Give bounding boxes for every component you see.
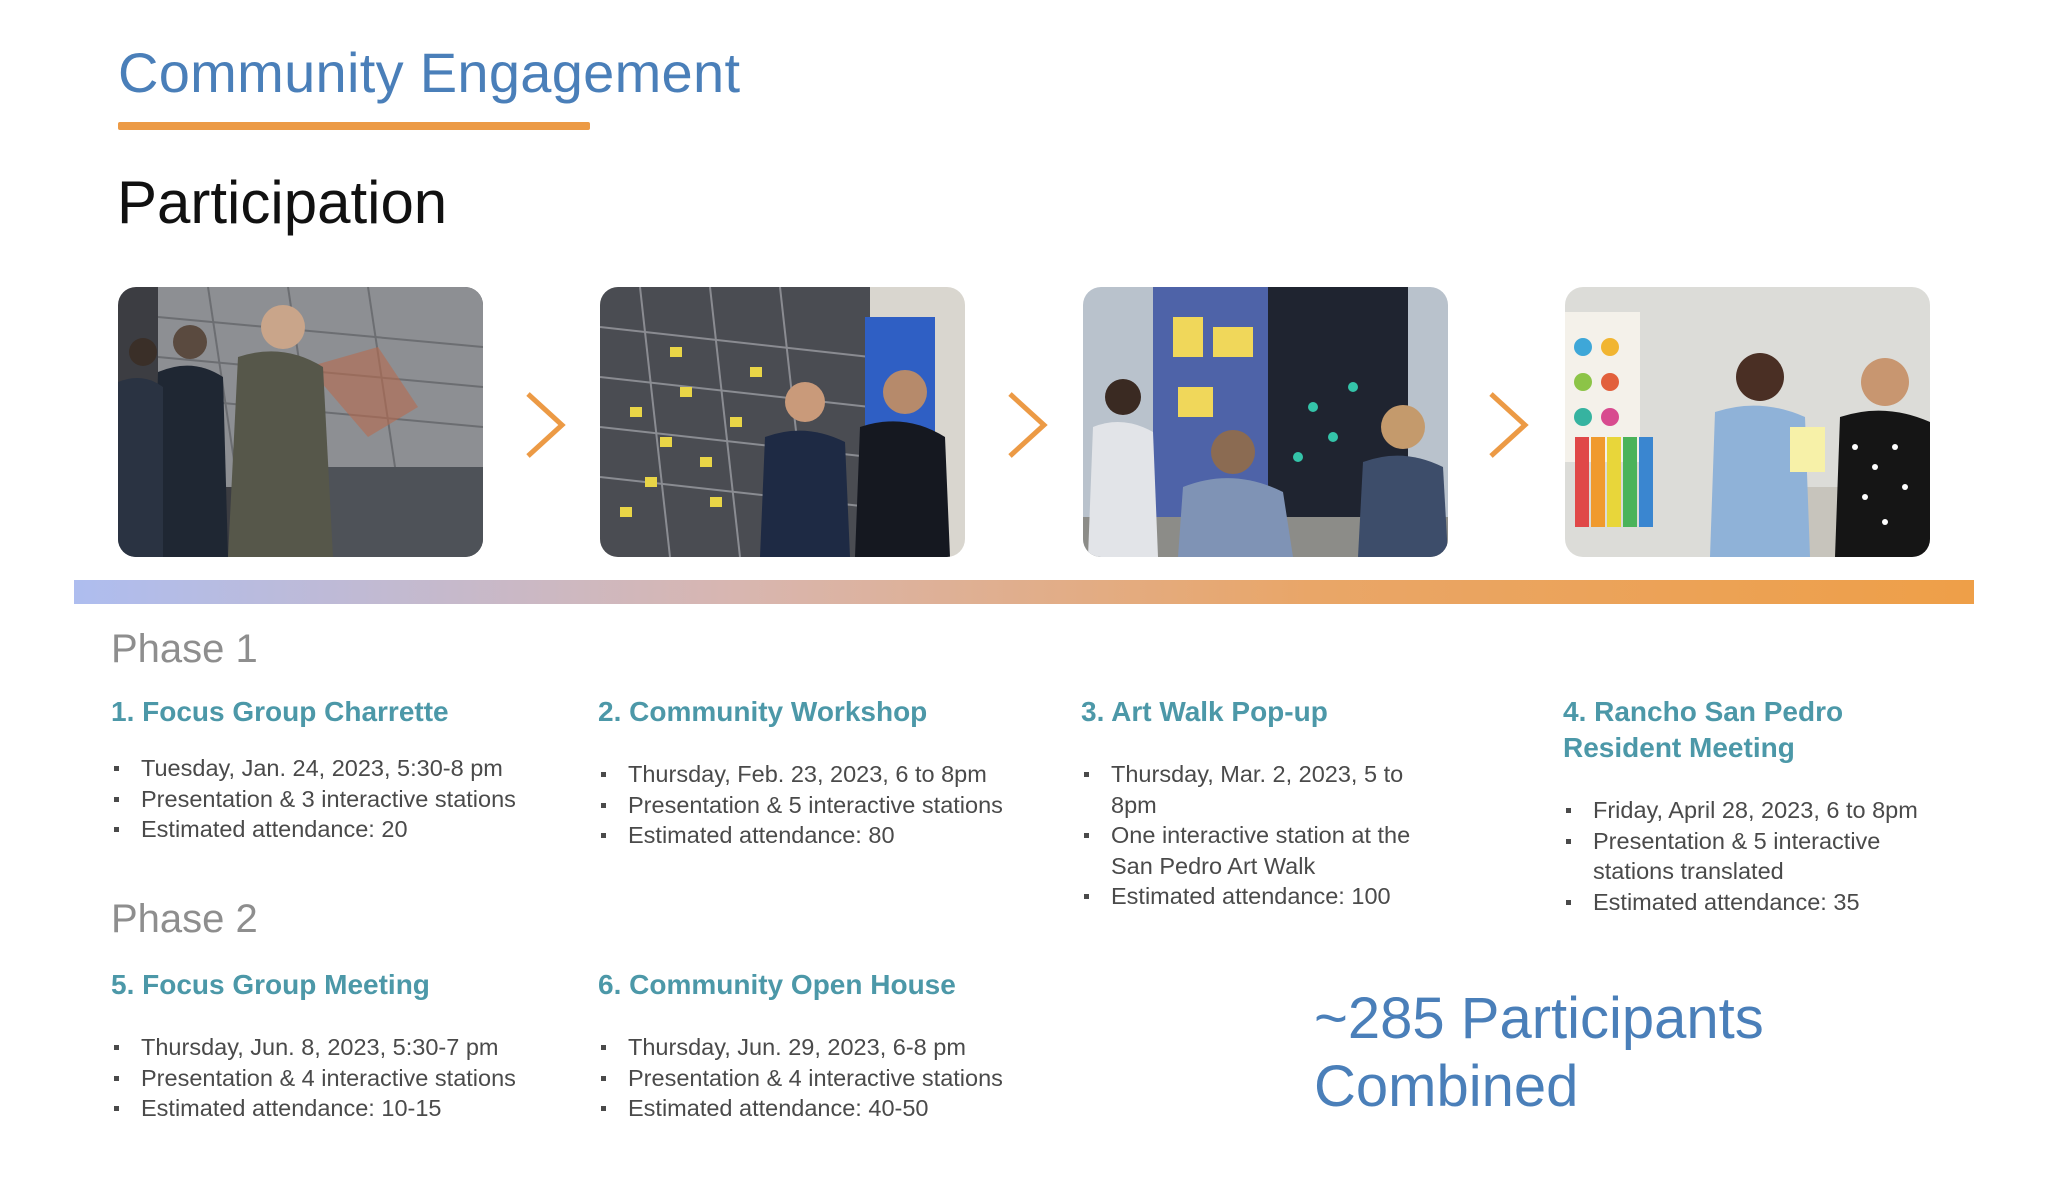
event-detail: Presentation & 4 interactive stations [598,1063,1038,1094]
event-title-art-walk-popup: 3. Art Walk Pop-up [1081,696,1328,727]
event-detail: Thursday, Jun. 8, 2023, 5:30-7 pm [111,1032,551,1063]
section-title: Community Engagement [118,41,741,104]
participants-count: ~285 Participants [1314,986,1764,1051]
page-title: Participation [117,169,448,236]
event-detail: Presentation & 5 interactive stations translated [1563,826,1923,887]
event-detail: Presentation & 5 interactive stations [598,790,1038,821]
event-detail: Thursday, Feb. 23, 2023, 6 to 8pm [598,759,1038,790]
event-title-rancho-san-pedro: 4. Rancho San Pedro Resident Meeting [1563,696,1844,763]
title-underline [118,122,590,130]
event-details-1 [111,753,551,845]
event-detail: Estimated attendance: 100 [1081,881,1441,912]
event-title-focus-group-charrette: 1. Focus Group Charrette [111,696,449,727]
event-detail: Estimated attendance: 80 [598,820,1038,851]
timeline-bar [74,580,1974,604]
event-detail: Presentation & 4 interactive stations [111,1063,551,1094]
chevron-right-icon [1004,390,1050,460]
event-details-4 [1563,795,1923,917]
phase-2-label: Phase 2 [111,897,258,941]
event-detail: Estimated attendance: 10-15 [111,1093,551,1124]
rancho-san-pedro-meeting-photo [1565,287,1930,557]
chevron-right-icon [522,390,568,460]
event-detail: Thursday, Jun. 29, 2023, 6-8 pm [598,1032,1038,1063]
event-detail: Presentation & 3 interactive stations [111,784,551,815]
event-title-focus-group-meeting: 5. Focus Group Meeting [111,969,430,1000]
event-detail: Estimated attendance: 20 [111,814,551,845]
event-details-2 [598,759,1038,851]
chevron-right-icon [1485,390,1531,460]
art-walk-popup-photo [1083,287,1448,557]
event-details-5 [111,1032,551,1124]
event-detail: Friday, April 28, 2023, 6 to 8pm [1563,795,1923,826]
event-detail: Estimated attendance: 35 [1563,887,1923,918]
community-workshop-photo [600,287,965,557]
event-detail: Estimated attendance: 40-50 [598,1093,1038,1124]
event-detail: Tuesday, Jan. 24, 2023, 5:30-8 pm [111,753,551,784]
participants-summary [1314,985,1764,1121]
event-detail: Thursday, Mar. 2, 2023, 5 to 8pm [1081,759,1441,820]
event-detail: One interactive station at the San Pedro Art Walk [1081,820,1441,881]
event-title-community-open-house: 6. Community Open House [598,969,956,1000]
participants-combined-label: Combined [1314,1054,1579,1119]
event-details-3 [1081,759,1441,912]
event-title-community-workshop: 2. Community Workshop [598,696,928,727]
focus-group-charrette-photo [118,287,483,557]
event-details-6 [598,1032,1038,1124]
phase-1-label: Phase 1 [111,627,258,671]
